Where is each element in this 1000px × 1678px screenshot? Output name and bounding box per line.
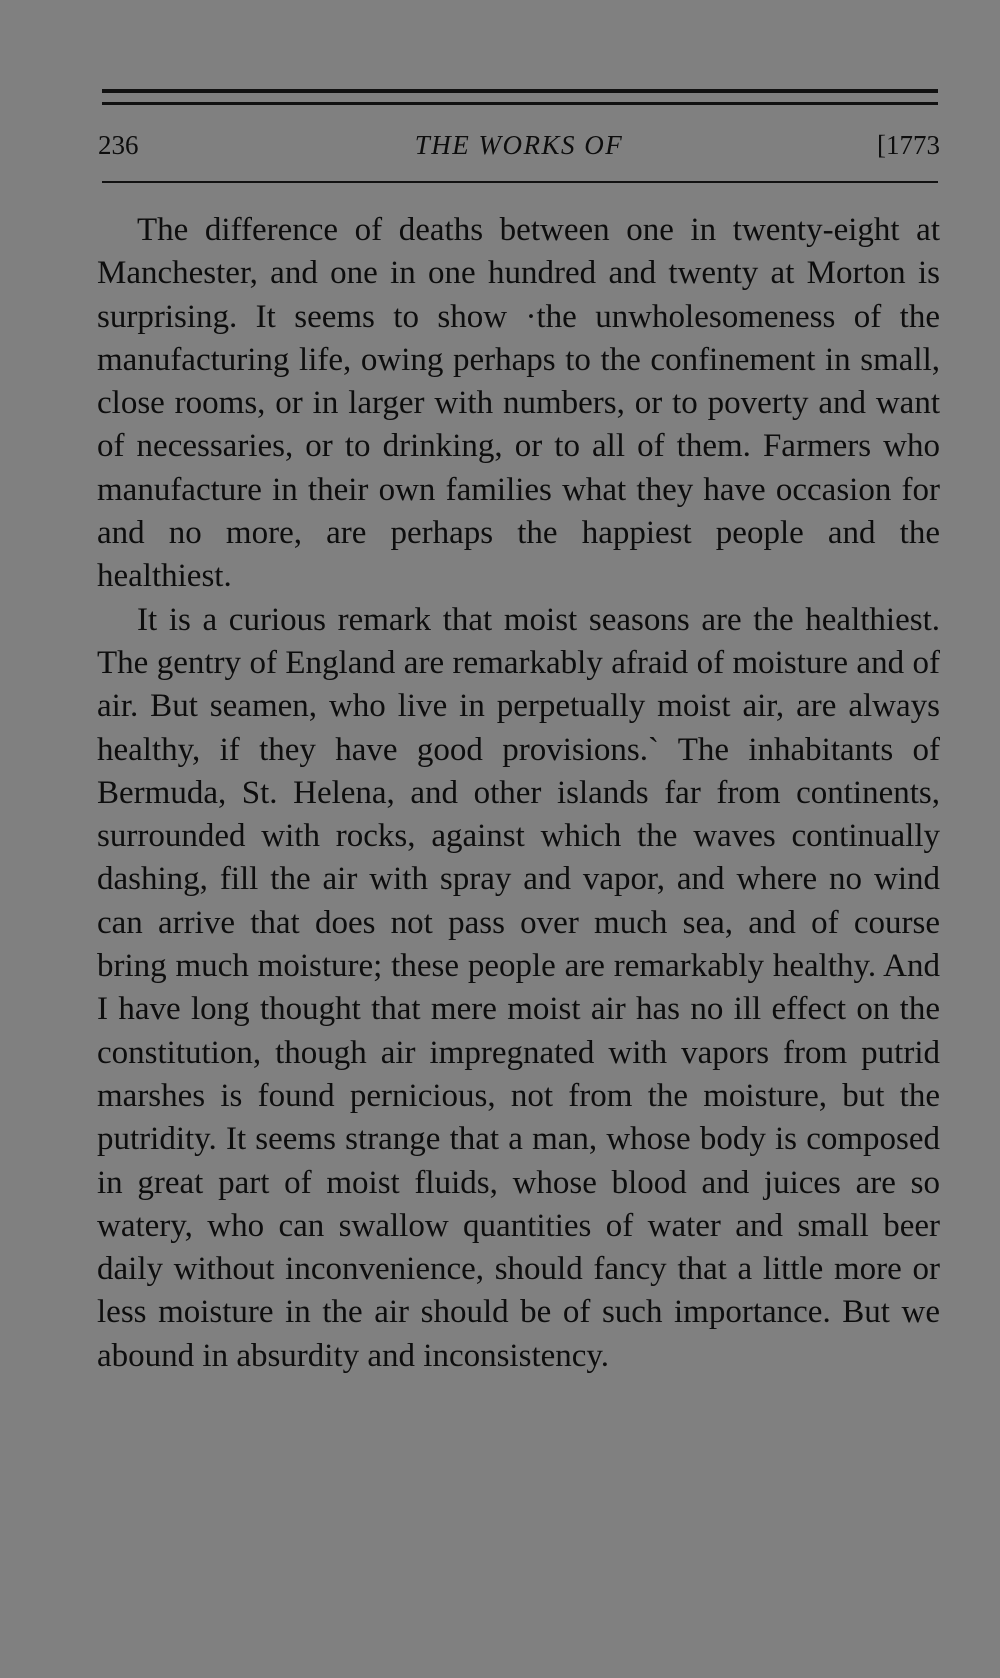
body-text xyxy=(97,209,940,1378)
paragraph-1: The difference of deaths between one in twenty-eight at Manchester, and one in one hundred and twenty at Morton is surprising. It seems to show ·the unwholesomeness of the manufacturing life, owing perhaps to the confinement in small, close rooms, or in larger with numbers, or to poverty and want of necessaries, or to drinking, or to all of them. Farmers who manufacture in their own families what they have occasion for and no more, are perhaps the happiest people and the healthiest. xyxy=(97,212,940,595)
header-rule xyxy=(102,181,938,183)
running-head xyxy=(98,126,940,166)
paragraph-2: It is a curious remark that moist seasons are the healthiest. The gentry of England are remarkably afraid of moisture and of air. But seamen, who live in perpetually moist air, are always healthy, if they have good provisions.` The inhabitants of Bermuda, St. Helena, and other islands far from continents, surrounded with rocks, against which the waves continually dashing, fill the air with spray and vapor, and where no wind can arrive that does not pass over much sea, and of course bring much moisture; these people are remarkably healthy. And I have long thought that mere moist air has no ill effect on the constitution, though air impregnated with vapors from putrid marshes is found pernicious, not from the moisture, but the putridity. It seems strange that a man, whose body is composed in great part of moist fluids, whose blood and juices are so watery, who can swallow quantities of water and small beer daily without inconvenience, should fancy that a little more or less moisture in the air should be of such importance. But we abound in absurdity and inconsistency. xyxy=(97,601,940,1374)
top-double-rule-lower xyxy=(102,102,938,105)
year-marker: [1773 xyxy=(877,130,940,160)
top-double-rule-upper xyxy=(102,89,938,93)
page-number: 236 xyxy=(98,130,139,160)
running-title: THE WORKS OF xyxy=(414,130,624,160)
